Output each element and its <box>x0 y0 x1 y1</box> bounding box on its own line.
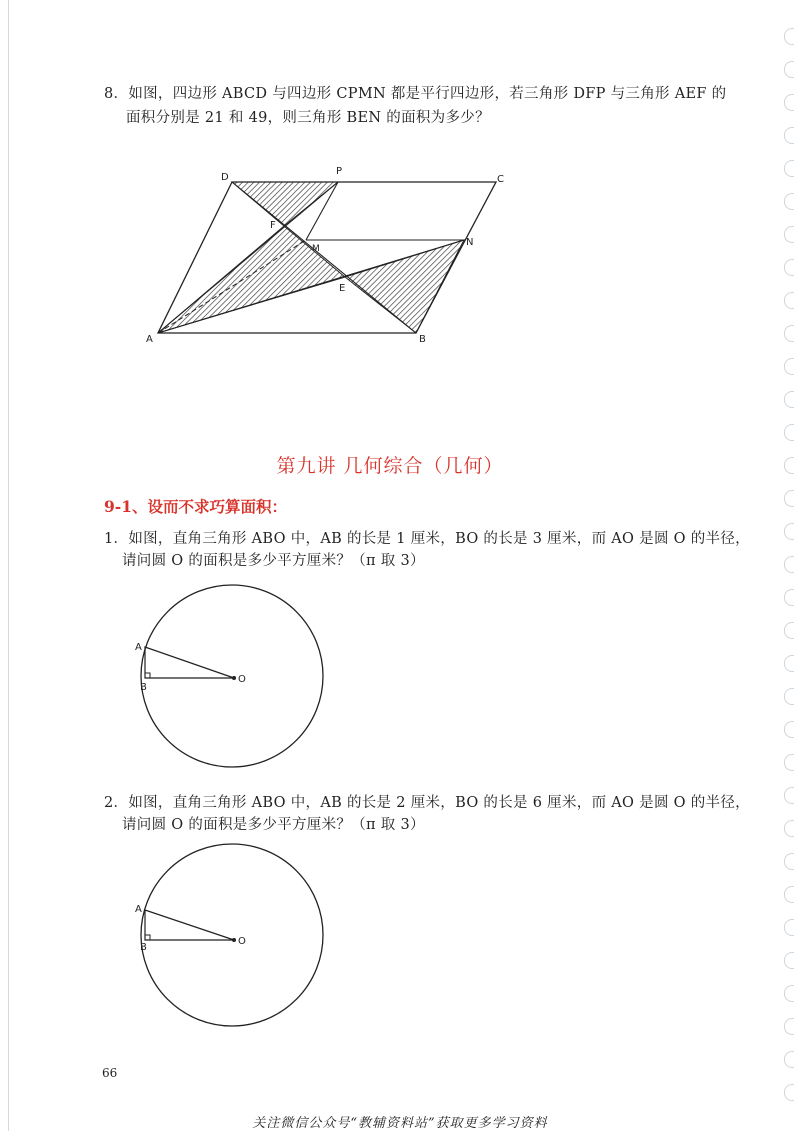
center-point <box>232 938 236 942</box>
label-e: E <box>339 283 346 294</box>
problem-1-line-1: 1．如图，直角三角形 ABO 中，AB 的长是 1 厘米，BO 的长是 3 厘米，而 AO 是圆 O 的半径， <box>104 531 750 547</box>
problem-2-line-2: 请问圆 O 的面积是多少平方厘米？（π 取 3） <box>122 817 425 833</box>
label-b: B <box>419 334 426 345</box>
circle-figure-2 <box>135 844 323 1026</box>
triangle-abo <box>145 910 234 940</box>
triangle-aef <box>158 226 345 333</box>
problem-2-line-1: 2．如图，直角三角形 ABO 中，AB 的长是 2 厘米，BO 的长是 6 厘米，而 AO 是圆 O 的半径， <box>104 795 750 811</box>
label-a: A <box>135 642 142 653</box>
label-n: N <box>466 237 474 248</box>
problem-8-line-2: 面积分别是 21 和 49，则三角形 BEN 的面积为多少？ <box>126 110 490 126</box>
label-o: O <box>238 674 246 685</box>
right-angle-mark <box>145 673 150 678</box>
label-m: M <box>312 244 320 254</box>
circle-o <box>141 844 323 1026</box>
problem-8-line-1: 8．如图，四边形 ABCD 与四边形 CPMN 都是平行四边形，若三角形 DFP 与三角形 AEF 的 <box>104 86 727 102</box>
triangle-dfp <box>232 182 338 226</box>
section-title: 9-1、设而不求巧算面积： <box>104 497 288 516</box>
circle-o <box>141 585 323 767</box>
circle-figure-1 <box>135 585 323 767</box>
label-d: D <box>221 172 229 183</box>
label-a: A <box>146 334 153 345</box>
label-f: F <box>270 220 276 231</box>
problem-1-line-2: 请问圆 O 的面积是多少平方厘米？（π 取 3） <box>122 553 425 569</box>
label-c: C <box>497 174 504 185</box>
page-number: 66 <box>102 1066 118 1080</box>
center-point <box>232 676 236 680</box>
parallelogram-figure <box>146 166 504 345</box>
footer-note: 关注微信公众号“教辅资料站”获取更多学习资料 <box>252 1116 548 1131</box>
triangle-ben <box>345 240 464 333</box>
label-a: A <box>135 904 142 915</box>
label-b: B <box>140 682 147 693</box>
label-b: B <box>140 942 147 953</box>
triangle-abo <box>145 647 234 678</box>
right-angle-mark <box>145 935 150 940</box>
label-o: O <box>238 936 246 947</box>
label-p: P <box>336 166 343 177</box>
lecture-title: 第九讲 几何综合（几何） <box>276 455 504 477</box>
